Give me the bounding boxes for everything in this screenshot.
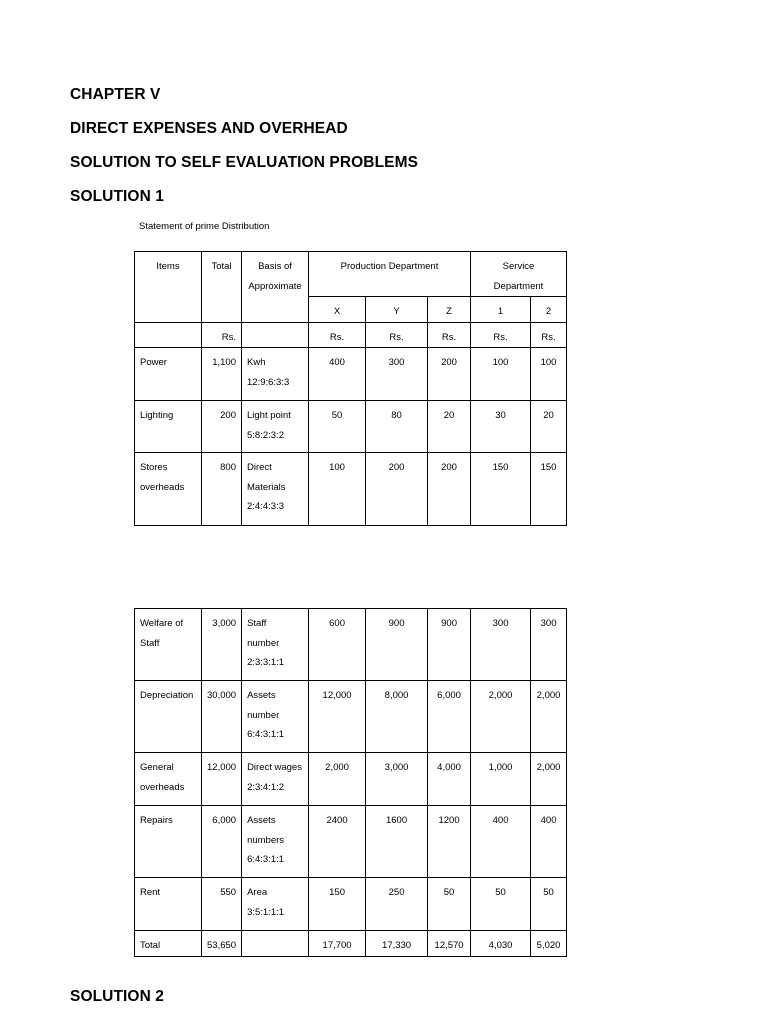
row-z-cell: 200: [428, 453, 471, 526]
row-basis-cell: [242, 931, 309, 957]
unit-x: Rs.: [309, 322, 366, 348]
row-basis-line: Direct wages: [247, 762, 302, 773]
row-x-cell: 2,000: [309, 753, 366, 806]
row-item-label: Stores: [140, 462, 168, 473]
table-1-body: [135, 348, 567, 526]
row-y-cell: 17,330: [366, 931, 428, 957]
table-row: [135, 878, 567, 931]
row-s1-cell: 1,000: [471, 753, 531, 806]
dept-1-header: 1: [471, 297, 531, 323]
row-s1-cell: 150: [471, 453, 531, 526]
prime-distribution-table-continued: [134, 608, 567, 957]
row-item-label: Rent: [140, 887, 161, 898]
row-total-cell: 3,000: [202, 609, 242, 681]
row-s2-cell: 2,000: [531, 681, 567, 753]
row-item-cell: [135, 453, 202, 526]
row-z-cell: 4,000: [428, 753, 471, 806]
unit-z: Rs.: [428, 322, 471, 348]
header-row: [135, 252, 567, 297]
row-s2-cell: 300: [531, 609, 567, 681]
row-s1-cell: 400: [471, 806, 531, 878]
service-department-header: [471, 252, 567, 297]
row-s1-cell: 50: [471, 878, 531, 931]
row-basis-cell: [242, 681, 309, 753]
row-y-cell: 8,000: [366, 681, 428, 753]
table-row: [135, 806, 567, 878]
row-basis-cell: [242, 348, 309, 401]
row-total-cell: 12,000: [202, 753, 242, 806]
row-s2-cell: 5,020: [531, 931, 567, 957]
dept-2-header: 2: [531, 297, 567, 323]
row-item-cell: [135, 348, 202, 401]
table-row: [135, 348, 567, 401]
row-item-cell: [135, 401, 202, 453]
row-s2-cell: 50: [531, 878, 567, 931]
row-s2-cell: 100: [531, 348, 567, 401]
row-total-cell: 800: [202, 453, 242, 526]
row-basis-line: Assets: [247, 815, 276, 826]
row-total-cell: 6,000: [202, 806, 242, 878]
row-s2-cell: 2,000: [531, 753, 567, 806]
row-y-cell: 900: [366, 609, 428, 681]
row-basis-cell: [242, 609, 309, 681]
row-basis-line: 6:4:3:1:1: [247, 854, 285, 865]
row-y-cell: 3,000: [366, 753, 428, 806]
row-y-cell: 80: [366, 401, 428, 453]
row-basis-line: Materials: [247, 481, 286, 493]
row-total-cell: 53,650: [202, 931, 242, 957]
row-s1-cell: 30: [471, 401, 531, 453]
service-header-line2: Department: [493, 280, 544, 292]
row-s2-cell: 400: [531, 806, 567, 878]
dept-x-header: X: [309, 297, 366, 323]
row-item-cell: [135, 681, 202, 753]
dept-y-header: Y: [366, 297, 428, 323]
basis-header: [242, 252, 309, 323]
row-item-label: General: [140, 762, 174, 773]
dept-z-header: Z: [428, 297, 471, 323]
row-x-cell: 600: [309, 609, 366, 681]
row-item-label: Repairs: [140, 815, 173, 826]
table-caption: Statement of prime Distribution: [139, 221, 270, 232]
row-s1-cell: 300: [471, 609, 531, 681]
row-basis-cell: [242, 806, 309, 878]
row-basis-line: Area: [247, 887, 268, 898]
row-x-cell: 400: [309, 348, 366, 401]
table-row: [135, 681, 567, 753]
row-basis-line: 3:5:1:1:1: [247, 906, 285, 918]
row-item-cell: [135, 609, 202, 681]
topic-heading: DIRECT EXPENSES AND OVERHEAD: [70, 120, 348, 137]
basis-header-line1: Basis of: [258, 261, 292, 272]
row-y-cell: 1600: [366, 806, 428, 878]
row-item-cell: [135, 931, 202, 957]
row-z-cell: 200: [428, 348, 471, 401]
unit-row: [135, 322, 567, 348]
row-basis-line: numbers: [247, 834, 285, 846]
row-basis-line: number: [247, 709, 280, 721]
table-row: [135, 931, 567, 957]
row-x-cell: 50: [309, 401, 366, 453]
table-2-body: [135, 609, 567, 957]
row-x-cell: 100: [309, 453, 366, 526]
row-total-cell: 1,100: [202, 348, 242, 401]
table-row: [135, 609, 567, 681]
row-basis-line: 5:8:2:3:2: [247, 429, 284, 441]
row-item-label: overheads: [140, 481, 185, 493]
row-basis-cell: [242, 878, 309, 931]
row-item-label: Lighting: [140, 410, 174, 421]
row-y-cell: 250: [366, 878, 428, 931]
section-heading: SOLUTION TO SELF EVALUATION PROBLEMS: [70, 154, 419, 171]
row-basis-cell: [242, 753, 309, 806]
service-header-line1: Service: [502, 261, 535, 272]
row-basis-line: Light point: [247, 410, 291, 421]
row-z-cell: 6,000: [428, 681, 471, 753]
row-basis-line: 6:4:3:1:1: [247, 729, 285, 740]
row-s2-cell: 20: [531, 401, 567, 453]
unit-total: Rs.: [202, 322, 242, 348]
unit-basis-blank: [242, 322, 309, 348]
row-z-cell: 12,570: [428, 931, 471, 957]
row-basis-line: 2:3:3:1:1: [247, 657, 285, 668]
row-item-label: Welfare of: [140, 618, 184, 629]
row-z-cell: 50: [428, 878, 471, 931]
row-s1-cell: 4,030: [471, 931, 531, 957]
unit-s2: Rs.: [531, 322, 567, 348]
row-basis-line: number: [247, 637, 280, 649]
prime-distribution-table: [134, 251, 567, 526]
row-z-cell: 900: [428, 609, 471, 681]
row-item-cell: [135, 878, 202, 931]
unit-y: Rs.: [366, 322, 428, 348]
row-item-label: Total: [140, 940, 161, 951]
row-basis-line: 12:9:6:3:3: [247, 376, 290, 388]
row-basis-cell: [242, 453, 309, 526]
row-item-cell: [135, 806, 202, 878]
production-department-header: Production Department: [309, 252, 471, 297]
table-row: [135, 401, 567, 453]
row-total-cell: 550: [202, 878, 242, 931]
row-basis-cell: [242, 401, 309, 453]
row-x-cell: 2400: [309, 806, 366, 878]
row-x-cell: 150: [309, 878, 366, 931]
solution-1-heading: SOLUTION 1: [70, 188, 165, 205]
row-item-label: Depreciation: [140, 690, 194, 701]
row-basis-line: Staff: [247, 618, 267, 629]
row-item-label: overheads: [140, 781, 185, 793]
solution-2-heading: SOLUTION 2: [70, 988, 165, 1005]
row-item-cell: [135, 753, 202, 806]
row-y-cell: 200: [366, 453, 428, 526]
row-basis-line: 2:3:4:1:2: [247, 781, 285, 793]
row-basis-line: Kwh: [247, 357, 266, 368]
row-total-cell: 30,000: [202, 681, 242, 753]
row-item-label: Power: [140, 357, 167, 368]
row-s2-cell: 150: [531, 453, 567, 526]
row-s1-cell: 100: [471, 348, 531, 401]
items-header: Items: [135, 252, 202, 323]
row-total-cell: 200: [202, 401, 242, 453]
basis-header-line2: Approximate: [248, 280, 302, 292]
table-row: [135, 453, 567, 526]
row-basis-line: Direct: [247, 462, 272, 473]
chapter-heading: CHAPTER V: [70, 86, 161, 103]
row-y-cell: 300: [366, 348, 428, 401]
unit-s1: Rs.: [471, 322, 531, 348]
table-row: [135, 753, 567, 806]
row-s1-cell: 2,000: [471, 681, 531, 753]
row-z-cell: 1200: [428, 806, 471, 878]
row-x-cell: 17,700: [309, 931, 366, 957]
row-basis-line: Assets: [247, 690, 276, 701]
row-x-cell: 12,000: [309, 681, 366, 753]
row-basis-line: 2:4:4:3:3: [247, 501, 284, 512]
total-header: Total: [202, 252, 242, 323]
row-z-cell: 20: [428, 401, 471, 453]
unit-blank: [135, 322, 202, 348]
row-item-label: Staff: [140, 637, 160, 649]
